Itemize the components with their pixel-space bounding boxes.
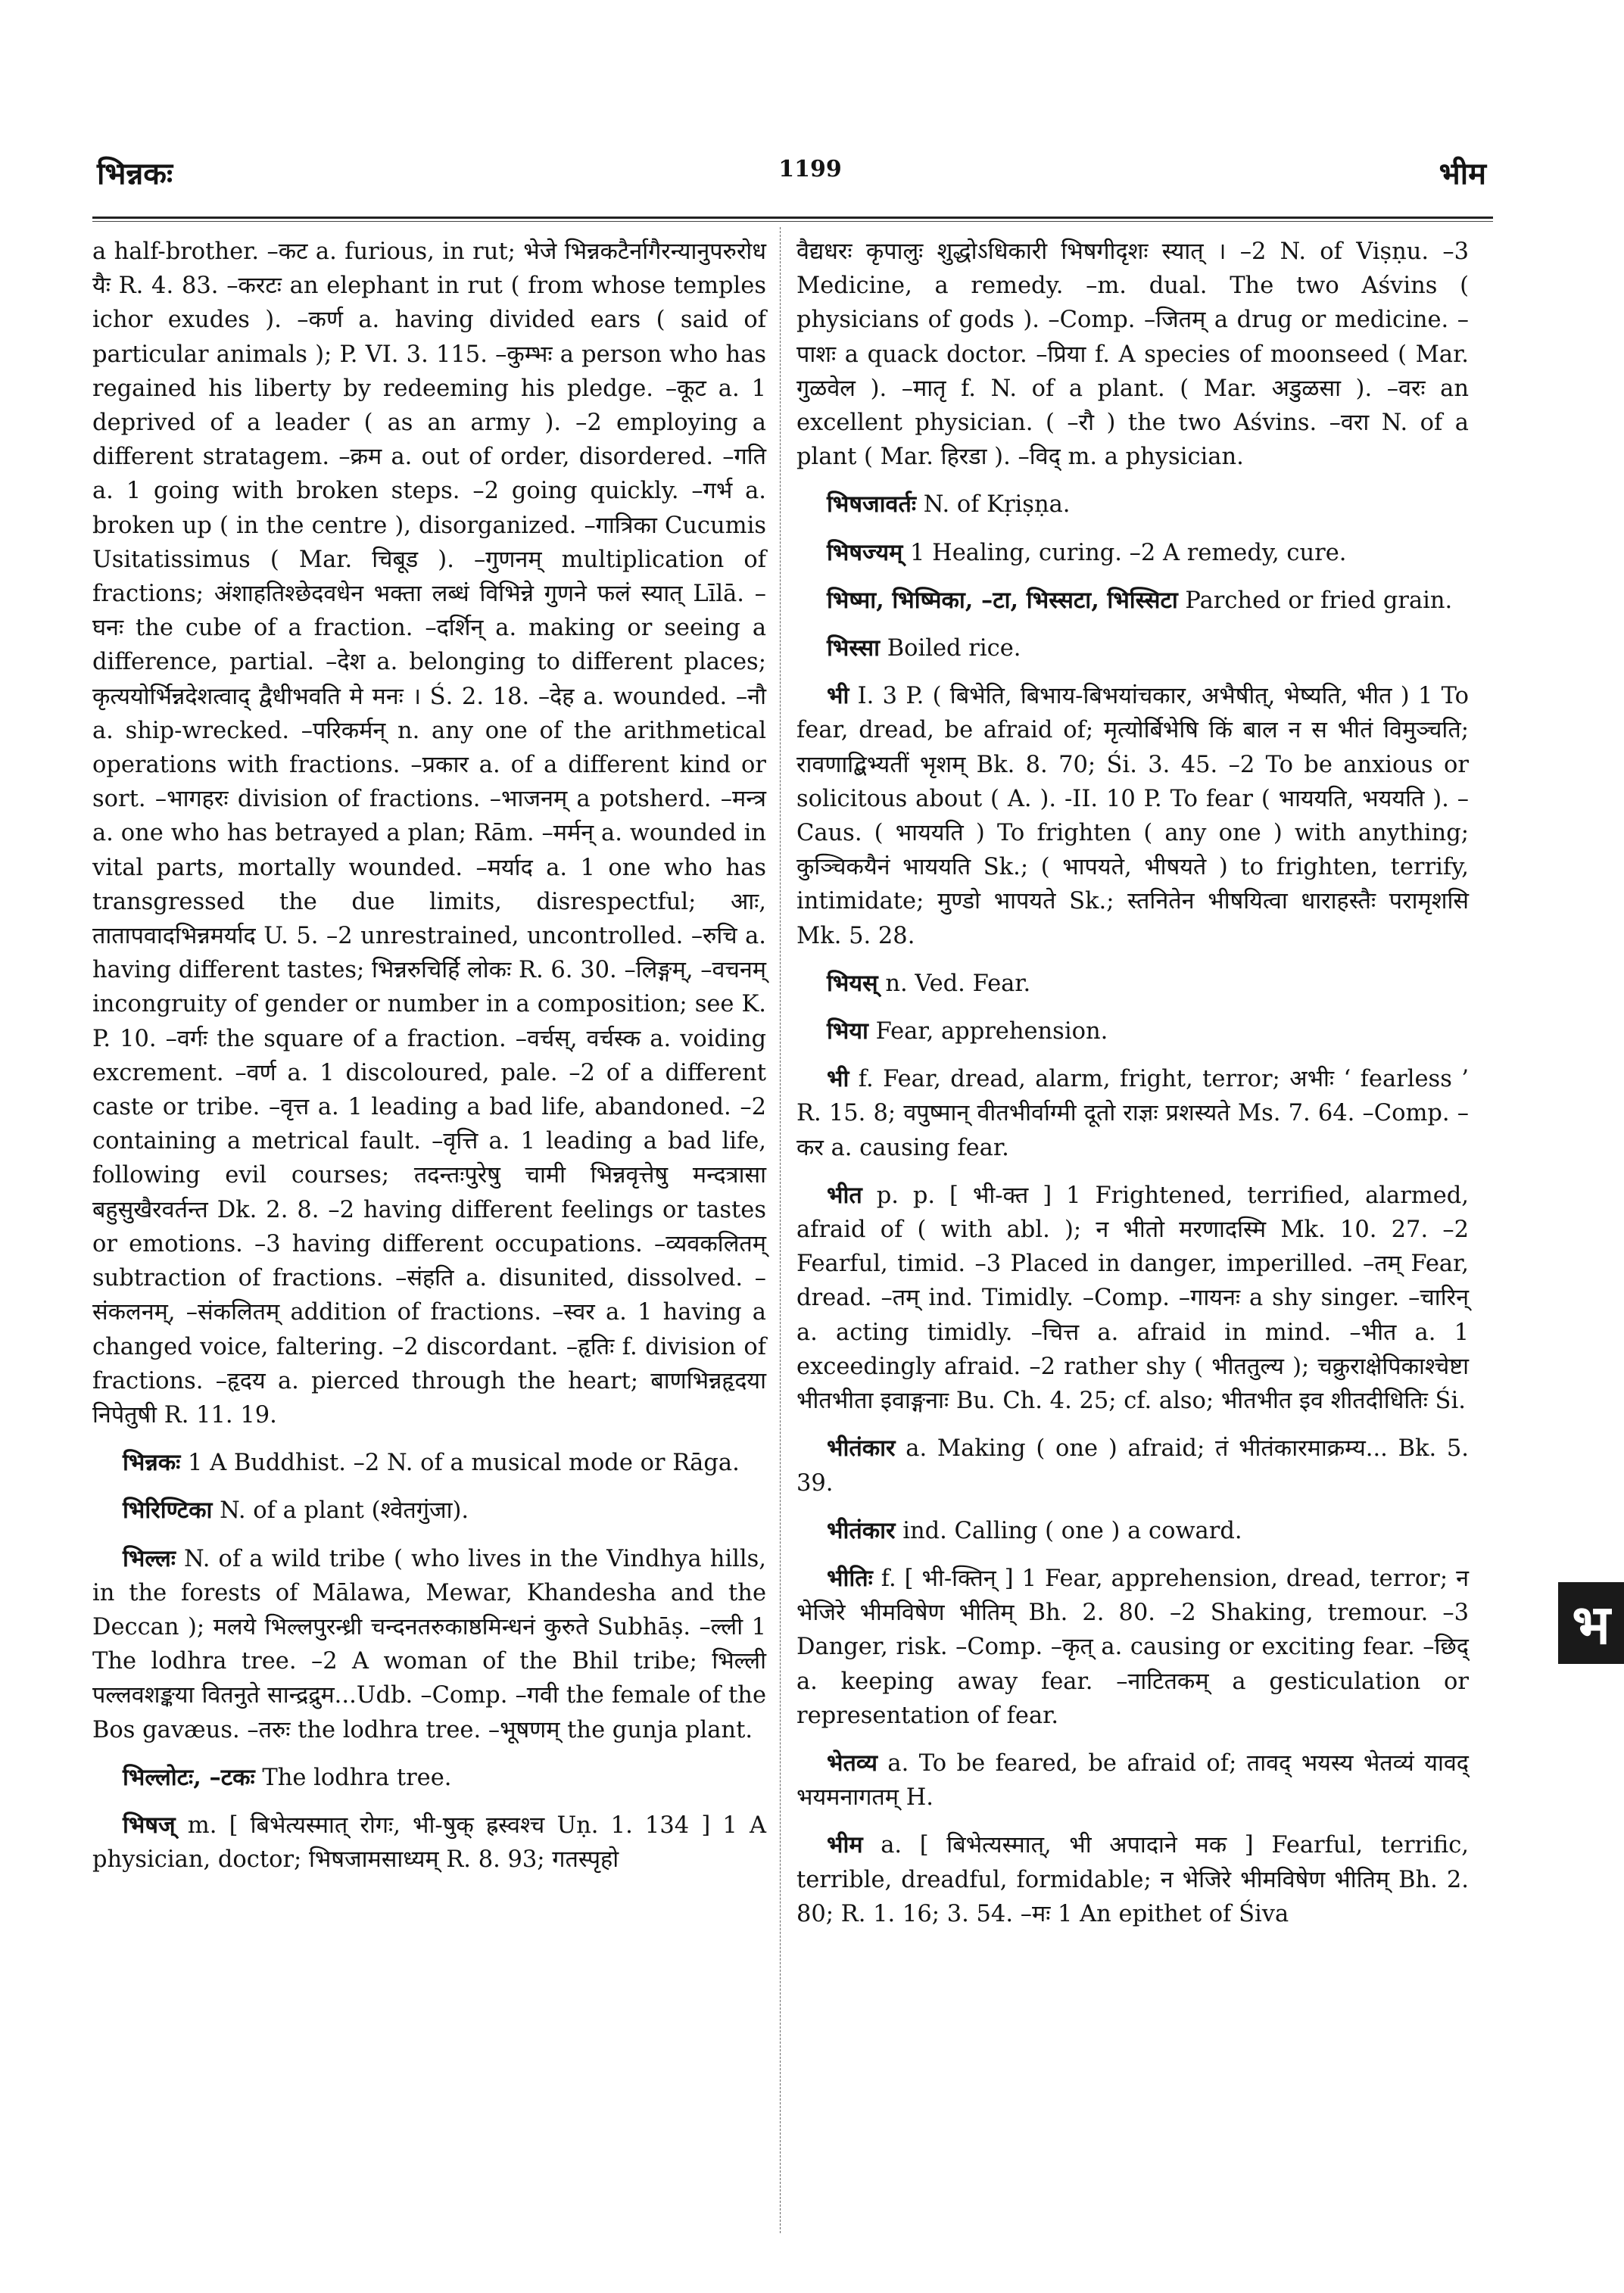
entry-definition: a half-brother. –कट a. furious, in rut; भेजे भिन्नकटैर्नागैरन्यानुपरुरोध यैः R. 4. 83. –करटः an elephant in rut ( from whose temples ichor exudes ). –कर्ण a. having divided ears ( said of particular animals ); P. VI. 3. 115. –कुम्भः a person who has regained his liberty by redeeming his pledge. –कूट a. 1 deprived of a leader ( as an army ). –2 employing a different stratagem. –क्रम a. out of order, disordered. –गति a. 1 going with broken steps. –2 going quickly. –गर्भ a. broken up ( in the centre ), disorganized. –गात्रिका Cucumis Usitatissimus ( Mar. चिबूड ). –गुणनम् multiplication of fractions; अंशाहतिश्छेदवधेन भक्ता लब्धं विभिन्ने गुणने फलं स्यात् Līlā. –घनः the cube of a fraction. –दर्शिन् a. making or seeing a difference, partial. –देश a. belonging to different places; कृत्ययोर्भिन्नदेशत्वाद् द्वैधीभवति मे मनः । Ś. 2. 18. –देह a. wounded. –नौ a. ship-wrecked. –परिकर्मन् n. any one of the arithmetical operations with fractions. –प्रकार a. of a different kind or sort. –भागहरः division of fractions. –भाजनम् a potsherd. –मन्त्र a. one who has betrayed a plan; Rām. –मर्मन् a. wounded in vital parts, mortally wounded. –मर्याद a. 1 one who has transgressed the due limits, disrespectful; आः, तातापवादभिन्नमर्याद U. 5. –2 unrestrained, uncontrolled. –रुचि a. having different tastes; भिन्नरुचिर्हि लोकः R. 6. 30. –लिङ्गम्, –वचनम् incongruity of gender or number in a composition; see K. P. 10. –वर्गः the square of a fraction. –वर्चस्, वर्चस्क a. voiding excrement. –वर्ण a. 1 discoloured, pale. –2 of a different caste or tribe. –वृत्त a. 1 leading a bad life, abandoned. –2 containing a metrical fault. –वृत्ति a. 1 leading a bad life, following evil courses; तदन्तःपुरेषु चामी भिन्नवृत्तेषु मन्दत्रासा बहुसुखैरवर्तन्त Dk. 2. 8. –2 having different feelings or tastes or emotions. –3 having different occupations. –व्यवकलितम् subtraction of fractions. –संहति a. disunited, dissolved. –संकलनम्, –संकलितम् addition of fractions. –स्वर a. 1 having a changed voice, faltering. –2 discordant. –हृतिः f. division of fractions. –हृदय a. pierced through the heart; बाणभिन्नहृदया निपेतुषी R. 11. 19. bbox=[92, 238, 766, 1428]
entry-headword: भिषज्यम् bbox=[827, 538, 903, 566]
dictionary-entry bbox=[796, 488, 1469, 522]
entry-definition: a. To be feared, be afraid of; तावद् भयस्य भेतव्यं यावद् भयमनागतम् H. bbox=[796, 1749, 1469, 1812]
column-divider bbox=[780, 227, 781, 2233]
entry-definition: Boiled rice. bbox=[880, 635, 1021, 662]
entry-definition: m. [ बिभेत्यस्मात् रोगः, भी-षुक् ह्रस्वश्च Uṇ. 1. 134 ] 1 A physician, doctor; भिषजामसाध्यम् R. 8. 93; गतस्पृहो bbox=[92, 1812, 766, 1874]
entry-headword: भिन्नकः bbox=[123, 1449, 181, 1477]
dictionary-entry bbox=[796, 1514, 1469, 1548]
entry-definition: a. [ बिभेत्यस्मात्, भी अपादाने मक ] Fearful, terrific, terrible, dreadful, formidable; न भेजिरे भीमविषेण भीतिम् Bh. 2. 80; R. 1. 16; 3. 54. –मः 1 An epithet of Śiva bbox=[796, 1832, 1469, 1927]
entry-definition: वैद्यधरः कृपालुः शुद्धोऽधिकारी भिषगीदृशः स्यात् । –2 N. of Viṣṇu. –3 Medicine, a remedy. –m. dual. The two Aśvins ( physicians of gods ). –Comp. –जितम् a drug or medicine. –पाशः a quack doctor. –प्रिया f. A species of moonseed ( Mar. गुळवेल ). –मातृ f. N. of a plant. ( Mar. अडुळसा ). –वरः an excellent physician. ( –रौ ) the two Aśvins. –वरा N. of a plant ( Mar. हिरडा ). –विद् m. a physician. bbox=[796, 238, 1469, 471]
entry-definition: N. of a wild tribe ( who lives in the Vindhya hills, in the forests of Mālawa, Mewar, Khandesha and the Deccan ); मलये भिल्लपुरन्ध्री चन्दनतरुकाष्ठमिन्धनं कुरुते Subhāṣ. –ल्ली 1 The lodhra tree. –2 A woman of the Bhil tribe; भिल्ली पल्लवशङ्कया वितनुते सान्द्रद्रुम...Udb. –Comp. –गवी the female of the Bos gavæus. –तरुः the lodhra tree. –भूषणम् the gunja plant. bbox=[92, 1545, 766, 1743]
entry-definition: f. Fear, dread, alarm, fright, terror; अभीः ‘ fearless ’ R. 15. 8; वपुष्मान् वीतभीर्वाग्मी दूतो राज्ञः प्रशस्यते Ms. 7. 64. –Comp. –कर a. causing fear. bbox=[796, 1066, 1469, 1161]
dictionary-entry bbox=[92, 1494, 766, 1528]
entry-headword: भिषजावर्तः bbox=[827, 491, 917, 519]
header-rule bbox=[92, 217, 1493, 219]
entry-headword: भिष्मा, भिष्मिका, –टा, भिस्सटा, भिस्सिटा bbox=[827, 586, 1178, 614]
dictionary-entry bbox=[796, 584, 1469, 618]
header-right-guide-word: भीम bbox=[1439, 156, 1486, 192]
entry-headword: भी bbox=[827, 682, 849, 710]
entry-definition: Parched or fried grain. bbox=[1177, 587, 1453, 614]
left-column bbox=[92, 235, 766, 1890]
entry-headword: भी bbox=[827, 1065, 849, 1093]
entry-definition: The lodhra tree. bbox=[254, 1764, 452, 1791]
entry-definition: Fear, apprehension. bbox=[868, 1018, 1108, 1045]
entry-headword: भियस् bbox=[827, 969, 878, 997]
entry-headword: भेतव्य bbox=[827, 1749, 877, 1777]
dictionary-entry bbox=[92, 235, 766, 1432]
entry-definition: p. p. [ भी-क्त ] 1 Frightened, terrified, alarmed, afraid of ( with abl. ); न भीतो मरणादस्मि Mk. 10. 27. –2 Fearful, timid. –3 Placed in danger, imperilled. –तम् Fear, dread. –तम् ind. Timidly. –Comp. –गायनः a shy singer. –चारिन् a. acting timidly. –चित्त a. afraid in mind. –भीत a. 1 exceedingly afraid. –2 rather shy ( भीततुल्य ); चक्रुराक्षेपिकाश्चेष्टा भीतभीता इवाङ्गनाः Bu. Ch. 4. 25; cf. also; भीतभीत इव शीतदीधितिः Śi. bbox=[796, 1182, 1469, 1415]
dictionary-entry bbox=[796, 536, 1469, 570]
entry-headword: भीतंकार bbox=[827, 1435, 896, 1463]
entry-definition: N. of a plant (श्वेतगुंजा). bbox=[212, 1497, 469, 1525]
right-column bbox=[796, 235, 1469, 1945]
dictionary-entry bbox=[796, 235, 1469, 474]
entry-headword: भिल्लोटः, –टकः bbox=[123, 1763, 255, 1791]
dictionary-entry bbox=[796, 1062, 1469, 1165]
entry-headword: भिस्सा bbox=[827, 634, 881, 662]
entry-headword: भिषज् bbox=[123, 1811, 176, 1839]
entry-definition: 1 Healing, curing. –2 A remedy, cure. bbox=[902, 539, 1347, 566]
header-left-guide-word: भिन्नकः bbox=[97, 156, 173, 192]
entry-headword: भिया bbox=[827, 1017, 868, 1045]
dictionary-entry bbox=[796, 967, 1469, 1001]
page-number: 1199 bbox=[778, 156, 842, 182]
dictionary-entry bbox=[92, 1446, 766, 1480]
entry-definition: 1 A Buddhist. –2 N. of a musical mode or Rāga. bbox=[180, 1450, 740, 1477]
dictionary-entry bbox=[796, 1562, 1469, 1733]
entry-definition: f. [ भी-क्तिन् ] 1 Fear, apprehension, dread, terror; न भेजिरे भीमविषेण भीतिम् Bh. 2. 80. –2 Shaking, tremour. –3 Danger, risk. –Comp. –कृत् a. causing or exciting fear. –छिद् a. keeping away fear. –नाटितकम् a gesticulation or representation of fear. bbox=[796, 1565, 1469, 1729]
dictionary-entry bbox=[796, 1432, 1469, 1500]
thumb-index-tab: भ bbox=[1558, 1582, 1624, 1664]
entry-definition: a. Making ( one ) afraid; तं भीतंकारमाक्रम्य... Bk. 5. 39. bbox=[796, 1435, 1469, 1497]
entry-headword: भीम bbox=[827, 1831, 863, 1859]
entry-headword: भीतिः bbox=[827, 1564, 873, 1592]
dictionary-entry bbox=[796, 1828, 1469, 1931]
entry-definition: n. Ved. Fear. bbox=[877, 970, 1031, 997]
dictionary-entry bbox=[796, 1746, 1469, 1815]
dictionary-entry bbox=[796, 631, 1469, 665]
header-rule-thin bbox=[92, 221, 1493, 222]
dictionary-entry bbox=[796, 679, 1469, 953]
entry-headword: भीतंकार bbox=[827, 1516, 896, 1544]
entry-headword: भिरिण्टिका bbox=[123, 1497, 213, 1525]
entry-headword: भीत bbox=[827, 1181, 862, 1209]
dictionary-entry bbox=[796, 1014, 1469, 1048]
entry-definition: ind. Calling ( one ) a coward. bbox=[895, 1517, 1242, 1544]
dictionary-entry bbox=[92, 1761, 766, 1795]
entry-definition: I. 3 P. ( बिभेति, बिभाय-बिभयांचकार, अभैषीत्, भेष्यति, भीत ) 1 To fear, dread, be afraid of; मृत्योर्बिभेषि किं बाल न स भीतं विमुञ्चति; रावणाद्बिभ्यतीं भृशम् Bk. 8. 70; Śi. 3. 45. –2 To be anxious or solicitous about ( A. ). -II. 10 P. To fear ( भाययति, भययति ). –Caus. ( भाययति ) To frighten ( any one ) with anything; कुञ्चिकयैनं भाययति Sk.; ( भापयते, भीषयते ) to frighten, terrify, intimidate; मुण्डो भापयते Sk.; स्तनितेन भीषयित्वा धाराहस्तैः परामृशसि Mk. 5. 28. bbox=[796, 683, 1469, 949]
entry-definition: N. of Kṛiṣṇa. bbox=[916, 491, 1071, 519]
entry-headword: भिल्लः bbox=[123, 1544, 176, 1572]
dictionary-entry bbox=[92, 1542, 766, 1747]
dictionary-entry bbox=[92, 1809, 766, 1877]
dictionary-entry bbox=[796, 1179, 1469, 1418]
